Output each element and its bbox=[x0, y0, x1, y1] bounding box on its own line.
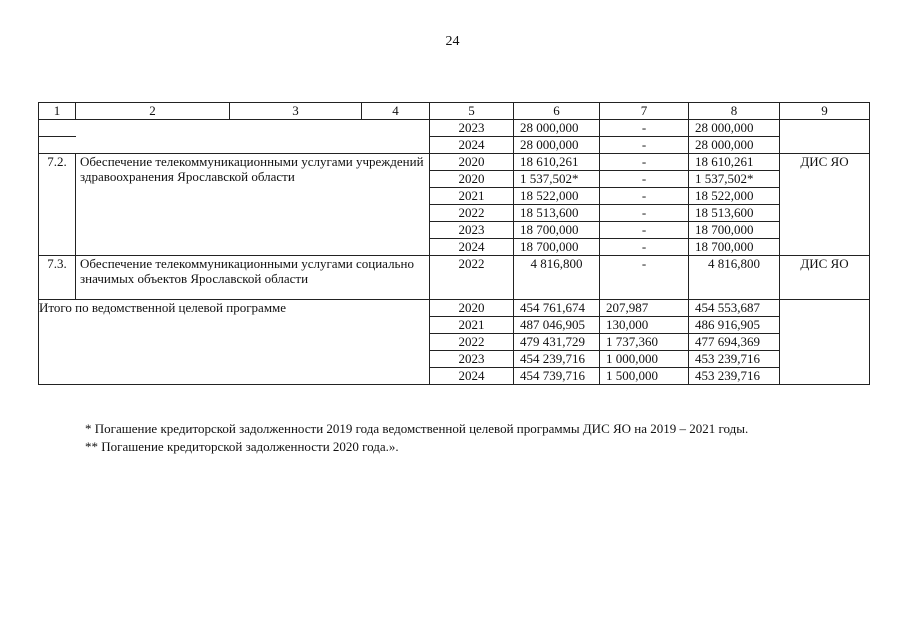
total-cell: 18 522,000 bbox=[514, 188, 600, 205]
federal-cell: 1 737,360 bbox=[600, 334, 689, 351]
table-row bbox=[39, 154, 870, 171]
regional-cell: 477 694,369 bbox=[689, 334, 780, 351]
year-cell: 2024 bbox=[430, 239, 514, 256]
federal-cell: - bbox=[600, 222, 689, 239]
item-number: 7.3. bbox=[39, 256, 76, 300]
table-row bbox=[39, 256, 870, 300]
page-number: 24 bbox=[445, 34, 460, 49]
federal-cell: 207,987 bbox=[600, 300, 689, 317]
year-cell: 2020 bbox=[430, 300, 514, 317]
federal-cell: - bbox=[600, 239, 689, 256]
regional-cell: 18 513,600 bbox=[689, 205, 780, 222]
total-cell: 28 000,000 bbox=[514, 137, 600, 154]
total-cell: 18 610,261 bbox=[514, 154, 600, 171]
year-cell: 2020 bbox=[430, 171, 514, 188]
regional-cell: 454 553,687 bbox=[689, 300, 780, 317]
regional-cell: 28 000,000 bbox=[689, 137, 780, 154]
year-cell: 2022 bbox=[430, 334, 514, 351]
total-cell: 1 537,502* bbox=[514, 171, 600, 188]
executor-cell: ДИС ЯО bbox=[780, 256, 870, 300]
item-name: Обеспечение телекоммуникационными услугами учреждений здравоохранения Ярославской области bbox=[76, 154, 430, 256]
col-header: 7 bbox=[600, 103, 689, 120]
regional-cell: 18 700,000 bbox=[689, 239, 780, 256]
total-cell: 454 739,716 bbox=[514, 368, 600, 385]
cont-name-cell bbox=[76, 120, 430, 154]
item-number: 7.2. bbox=[39, 154, 76, 256]
total-cell: 18 700,000 bbox=[514, 239, 600, 256]
executor-cell: ДИС ЯО bbox=[780, 154, 870, 256]
total-cell: 18 700,000 bbox=[514, 222, 600, 239]
cont-num-cell bbox=[39, 137, 76, 154]
footnote-1: * Погашение кредиторской задолженности 2019 года ведомственной целевой программы ДИС ЯО на 2019 – 2021 годы. bbox=[85, 421, 749, 436]
executor-cell bbox=[780, 300, 870, 385]
year-cell: 2022 bbox=[430, 256, 514, 300]
col-header: 2 bbox=[76, 103, 230, 120]
total-cell: 4 816,800 bbox=[514, 256, 600, 300]
federal-cell: - bbox=[600, 256, 689, 300]
year-cell: 2023 bbox=[430, 120, 514, 137]
year-cell: 2022 bbox=[430, 205, 514, 222]
total-cell: 479 431,729 bbox=[514, 334, 600, 351]
table-row bbox=[39, 300, 870, 317]
year-cell: 2021 bbox=[430, 317, 514, 334]
federal-cell: - bbox=[600, 120, 689, 137]
regional-cell: 453 239,716 bbox=[689, 351, 780, 368]
col-header: 9 bbox=[780, 103, 870, 120]
federal-cell: - bbox=[600, 188, 689, 205]
regional-cell: 486 916,905 bbox=[689, 317, 780, 334]
table-row bbox=[39, 120, 870, 137]
total-cell: 454 239,716 bbox=[514, 351, 600, 368]
total-cell: 454 761,674 bbox=[514, 300, 600, 317]
regional-cell: 28 000,000 bbox=[689, 120, 780, 137]
total-label: Итого по ведомственной целевой программе bbox=[39, 300, 430, 385]
federal-cell: - bbox=[600, 171, 689, 188]
program-table bbox=[38, 102, 870, 385]
regional-cell: 1 537,502* bbox=[689, 171, 780, 188]
regional-cell: 18 700,000 bbox=[689, 222, 780, 239]
year-cell: 2024 bbox=[430, 368, 514, 385]
col-header: 5 bbox=[430, 103, 514, 120]
federal-cell: - bbox=[600, 137, 689, 154]
regional-cell: 18 522,000 bbox=[689, 188, 780, 205]
item-name: Обеспечение телекоммуникационными услугами социально значимых объектов Ярославской области bbox=[76, 256, 430, 300]
footnotes bbox=[62, 420, 857, 456]
federal-cell: - bbox=[600, 205, 689, 222]
col-header: 1 bbox=[39, 103, 76, 120]
year-cell: 2021 bbox=[430, 188, 514, 205]
federal-cell: 1 500,000 bbox=[600, 368, 689, 385]
regional-cell: 453 239,716 bbox=[689, 368, 780, 385]
total-cell: 487 046,905 bbox=[514, 317, 600, 334]
year-cell: 2024 bbox=[430, 137, 514, 154]
executor-cell bbox=[780, 120, 870, 154]
total-cell: 28 000,000 bbox=[514, 120, 600, 137]
regional-cell: 4 816,800 bbox=[689, 256, 780, 300]
federal-cell: - bbox=[600, 154, 689, 171]
cont-num-cell bbox=[39, 120, 76, 137]
federal-cell: 1 000,000 bbox=[600, 351, 689, 368]
year-cell: 2023 bbox=[430, 351, 514, 368]
total-cell: 18 513,600 bbox=[514, 205, 600, 222]
year-cell: 2023 bbox=[430, 222, 514, 239]
col-header: 3 bbox=[230, 103, 362, 120]
header-row bbox=[39, 103, 870, 120]
regional-cell: 18 610,261 bbox=[689, 154, 780, 171]
col-header: 6 bbox=[514, 103, 600, 120]
year-cell: 2020 bbox=[430, 154, 514, 171]
col-header: 4 bbox=[362, 103, 430, 120]
federal-cell: 130,000 bbox=[600, 317, 689, 334]
col-header: 8 bbox=[689, 103, 780, 120]
footnote-2: ** Погашение кредиторской задолженности 2020 года.». bbox=[85, 439, 399, 454]
